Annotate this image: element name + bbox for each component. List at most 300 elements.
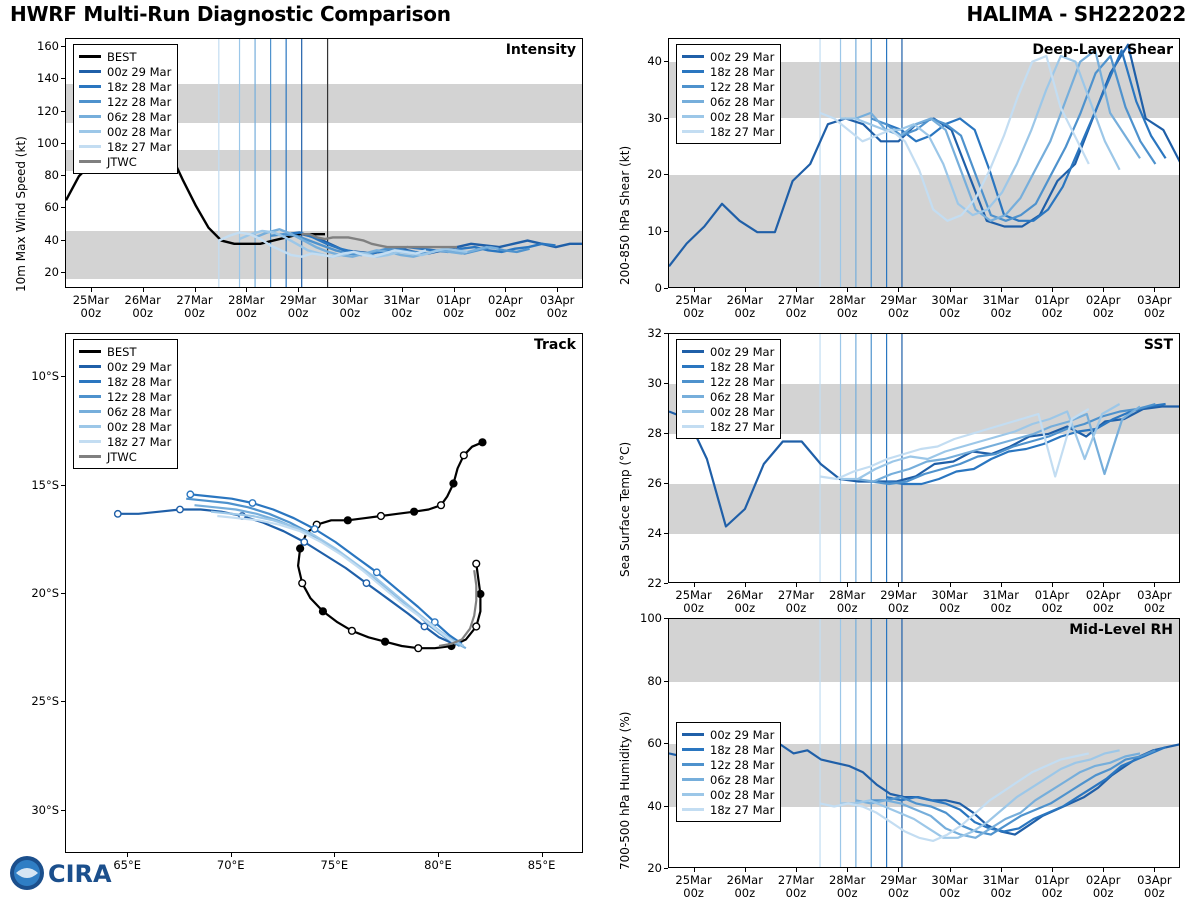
legend-swatch [79,130,101,133]
axis-tick-label: 100 [37,135,59,150]
axis-tick-mark [664,533,668,534]
axis-tick-label: 10 [647,224,662,239]
axis-tick-label: 32 [647,326,662,340]
track-marker [473,560,480,567]
axis-tick-mark [61,111,65,112]
legend-swatch [682,763,704,766]
axis-tick-label: 01Apr 00z [1034,873,1070,900]
axis-tick-mark [61,701,65,702]
legend-swatch [79,85,101,88]
axis-tick-label: 120 [37,103,59,118]
axis-tick-label: 30Mar 00z [931,293,968,320]
track-marker [450,480,457,487]
legend-swatch [79,455,101,458]
axis-tick-label: 40 [647,53,662,68]
axis-tick-mark [745,288,746,292]
shear-title: Deep-Layer Shear [1032,42,1173,58]
legend-item [682,727,774,742]
axis-tick-label: 10°S [31,369,59,384]
axis-tick-mark [664,174,668,175]
axis-tick-label: 20°S [31,586,59,600]
track-marker [344,517,351,524]
axis-tick-label: 65°E [113,858,141,872]
intensity-panel [0,30,595,320]
axis-tick-mark [246,288,247,292]
legend-swatch [682,130,704,133]
axis-tick-label: 29Mar 00z [880,293,917,320]
track-marker [311,526,317,532]
axis-tick-mark [664,618,668,619]
axis-tick-label: 0 [654,281,662,295]
legend-label: 18z 28 Mar [710,64,775,79]
legend-item [682,404,774,419]
axis-tick-label: 27Mar 00z [176,293,213,320]
axis-tick-label: 30Mar 00z [931,873,968,900]
legend-item [79,449,171,464]
axis-tick-label: 27Mar 00z [777,588,815,615]
legend-item [682,109,774,124]
legend-swatch [79,395,101,398]
legend-label: 18z 27 Mar [107,139,172,154]
page-title: HWRF Multi-Run Diagnostic Comparison [10,2,451,26]
axis-tick-mark [796,583,797,587]
axis-tick-mark [505,288,506,292]
axis-tick-mark [898,868,899,872]
axis-tick-label: 26 [647,476,662,490]
axis-tick-label: 29Mar 00z [880,873,917,900]
track-marker [411,508,418,515]
axis-tick-mark [664,583,668,584]
axis-tick-mark [1103,583,1104,587]
axis-tick-label: 70°E [216,858,245,872]
axis-tick-mark [61,240,65,241]
legend-label: JTWC [107,449,137,464]
axis-tick-label: 31Mar 00z [982,293,1019,320]
axis-tick-mark [1001,868,1002,872]
axis-tick-label: 80°E [424,858,452,872]
axis-tick-mark [1103,288,1104,292]
cira-logo [8,852,116,894]
legend-item [682,787,774,802]
legend-swatch [682,365,704,368]
axis-tick-label: 60 [44,200,59,215]
axis-tick-mark [61,376,65,377]
axis-tick-mark [950,868,951,872]
axis-tick-mark [664,681,668,682]
axis-tick-label: 25Mar 00z [675,588,712,615]
legend-swatch [79,425,101,428]
sst-ylabel: Sea Surface Temp (°C) [618,441,632,577]
legend-item [682,772,774,787]
axis-tick-label: 20 [647,861,662,875]
axis-tick-label: 80 [647,673,662,688]
legend-label: 00z 29 Mar [710,727,775,742]
axis-tick-mark [298,288,299,292]
shear-ylabel: 200-850 hPa Shear (kt) [618,145,632,285]
track-marker [382,638,389,645]
track-marker [297,545,304,552]
axis-tick-label: 02Apr 00z [488,293,523,320]
track-marker [473,623,480,630]
legend-item [682,49,774,64]
axis-tick-mark [1154,583,1155,587]
legend-item [682,419,774,434]
legend-swatch [682,380,704,383]
legend-swatch [682,425,704,428]
axis-tick-mark [1052,583,1053,587]
legend-swatch [79,380,101,383]
legend-label: 06z 28 Mar [710,389,775,404]
legend-item [682,79,774,94]
axis-tick-mark [664,333,668,334]
axis-tick-label: 02Apr 00z [1085,293,1121,320]
axis-tick-label: 30Mar 00z [931,588,968,615]
axis-tick-mark [127,853,128,857]
storm-id-title: HALIMA - SH222022 [966,2,1186,26]
rh-panel [600,610,1200,900]
axis-tick-label: 80 [44,168,59,183]
axis-tick-mark [664,743,668,744]
axis-tick-label: 20 [647,167,662,182]
axis-tick-mark [1052,868,1053,872]
legend-label: BEST [107,49,137,64]
axis-tick-mark [61,272,65,273]
legend-swatch [79,115,101,118]
legend-item [682,757,774,772]
axis-tick-label: 03Apr 00z [1137,588,1172,615]
axis-tick-label: 26Mar 00z [726,588,763,615]
axis-tick-label: 31Mar 00z [383,293,420,320]
track-title: Track [534,337,576,353]
legend-swatch [682,70,704,73]
track-marker [460,452,467,459]
axis-tick-mark [664,231,668,232]
legend-item [79,154,171,169]
legend-label: 00z 29 Mar [710,49,775,64]
axis-tick-mark [334,853,335,857]
legend-label: 00z 28 Mar [107,419,172,434]
axis-tick-label: 26Mar 00z [726,293,763,320]
track-marker [320,608,327,615]
series-line-12z-28-Mar [871,750,1155,834]
legend-swatch [79,410,101,413]
track-marker [187,491,193,497]
track-line-12z-28-Mar [186,499,460,646]
legend-item [682,64,774,79]
legend-swatch [79,55,101,58]
axis-tick-mark [694,583,695,587]
axis-tick-mark [950,583,951,587]
legend-item [79,94,171,109]
track-marker [479,439,486,446]
legend-item [79,359,171,374]
axis-tick-mark [664,433,668,434]
axis-tick-mark [796,868,797,872]
legend-item [682,124,774,139]
legend-item [682,94,774,109]
axis-tick-label: 03Apr 00z [539,293,575,320]
axis-tick-label: 28 [647,426,662,440]
legend-swatch [682,733,704,736]
axis-tick-label: 03Apr 00z [1137,293,1172,320]
axis-tick-mark [847,583,848,587]
legend-label: 12z 28 Mar [107,389,172,404]
legend-item [682,389,774,404]
axis-tick-label: 02Apr 00z [1085,588,1121,615]
axis-tick-label: 02Apr 00z [1085,873,1121,900]
axis-tick-mark [438,853,439,857]
legend-label: 12z 28 Mar [710,374,775,389]
axis-tick-mark [664,483,668,484]
axis-tick-label: 26Mar 00z [726,873,763,900]
axis-tick-mark [143,288,144,292]
legend-label: 00z 28 Mar [710,404,775,419]
axis-tick-mark [664,288,668,289]
legend-swatch [682,410,704,413]
track-line-00z-29-Mar [118,510,454,644]
legend-swatch [682,55,704,58]
legend-label: 00z 29 Mar [107,359,172,374]
track-marker [301,539,307,545]
axis-tick-label: 100 [640,611,662,625]
axis-tick-mark [745,868,746,872]
legend-label: 18z 28 Mar [710,742,775,757]
legend-label: 06z 28 Mar [710,94,775,109]
intensity-legend [73,44,178,174]
shear-legend [676,44,781,144]
legend-label: 00z 28 Mar [710,109,775,124]
axis-tick-label: 60 [647,736,662,750]
legend-label: 12z 28 Mar [710,79,775,94]
legend-label: 00z 29 Mar [107,64,172,79]
axis-tick-label: 75°E [320,858,349,872]
axis-tick-mark [454,288,455,292]
axis-tick-mark [1154,868,1155,872]
legend-swatch [682,85,704,88]
sst-legend [676,339,781,439]
axis-tick-label: 140 [37,71,59,86]
legend-swatch [682,395,704,398]
axis-tick-label: 85°E [527,858,556,872]
axis-tick-mark [664,806,668,807]
axis-tick-label: 15°S [31,477,59,492]
track-marker [378,513,385,520]
legend-swatch [682,350,704,353]
axis-tick-label: 01Apr 00z [1034,293,1070,320]
legend-label: 18z 27 Mar [710,419,775,434]
legend-swatch [682,778,704,781]
legend-swatch [79,350,101,353]
legend-label: 12z 28 Mar [710,757,775,772]
legend-item [79,64,171,79]
axis-tick-mark [61,78,65,79]
axis-tick-label: 26Mar 00z [124,293,161,320]
axis-tick-label: 27Mar 00z [777,293,815,320]
legend-label: 18z 27 Mar [710,124,775,139]
legend-item [682,802,774,817]
axis-tick-label: 30°S [31,802,59,817]
legend-swatch [79,440,101,443]
axis-tick-mark [898,288,899,292]
track-marker [438,502,445,509]
rh-title: Mid-Level RH [1069,622,1173,638]
legend-item [79,109,171,124]
axis-tick-mark [1103,868,1104,872]
axis-tick-mark [402,288,403,292]
axis-tick-mark [61,593,65,594]
legend-item [79,389,171,404]
legend-swatch [682,100,704,103]
legend-swatch [79,70,101,73]
legend-item [79,419,171,434]
legend-label: 12z 28 Mar [107,94,172,109]
rh-legend [676,722,781,822]
axis-tick-label: 28Mar 00z [829,873,866,900]
intensity-title: Intensity [505,42,576,58]
sst-title: SST [1143,337,1173,353]
legend-swatch [79,365,101,368]
axis-tick-mark [1052,288,1053,292]
rh-ylabel: 700-500 hPa Humidity (%) [618,711,632,870]
axis-tick-label: 25Mar 00z [675,293,712,320]
axis-tick-mark [796,288,797,292]
legend-label: 18z 28 Mar [107,374,172,389]
legend-label: 18z 28 Mar [710,359,775,374]
shear-panel [600,30,1200,320]
axis-tick-mark [61,810,65,811]
svg-text:CIRA: CIRA [48,860,112,888]
series-line-18z-27-Mar [820,753,1089,841]
track-marker [415,645,422,652]
legend-label: JTWC [107,154,137,169]
axis-tick-label: 30 [647,376,662,390]
track-marker [299,580,306,587]
track-panel [0,325,595,870]
legend-item [79,79,171,94]
axis-tick-mark [950,288,951,292]
track-marker [349,627,356,634]
axis-tick-mark [898,583,899,587]
legend-item [79,344,171,359]
axis-tick-mark [61,485,65,486]
axis-tick-mark [61,207,65,208]
axis-tick-mark [745,583,746,587]
axis-tick-mark [61,175,65,176]
legend-item [682,344,774,359]
axis-tick-mark [694,288,695,292]
legend-swatch [79,160,101,163]
axis-tick-mark [664,61,668,62]
axis-tick-label: 28Mar 00z [228,293,265,320]
legend-label: 18z 27 Mar [710,802,775,817]
legend-label: 18z 28 Mar [107,79,172,94]
axis-tick-label: 03Apr 00z [1137,873,1172,900]
axis-tick-label: 28Mar 00z [829,293,866,320]
axis-tick-label: 25Mar 00z [72,293,110,320]
legend-label: 00z 28 Mar [710,787,775,802]
legend-item [682,742,774,757]
legend-label: 00z 29 Mar [710,344,775,359]
axis-tick-mark [61,46,65,47]
legend-label: 18z 27 Mar [107,434,172,449]
legend-label: 00z 28 Mar [107,124,172,139]
axis-tick-mark [847,288,848,292]
legend-label: 06z 28 Mar [710,772,775,787]
legend-label: BEST [107,344,137,359]
legend-swatch [682,793,704,796]
axis-tick-mark [61,143,65,144]
axis-tick-mark [1154,288,1155,292]
track-line-18z-27-Mar [217,516,455,644]
track-legend [73,339,178,469]
axis-tick-mark [350,288,351,292]
axis-tick-label: 30 [647,110,662,125]
legend-swatch [682,115,704,118]
sst-panel [600,325,1200,615]
axis-tick-label: 40 [647,798,662,813]
axis-tick-mark [231,853,232,857]
legend-item [682,359,774,374]
legend-swatch [682,808,704,811]
axis-tick-label: 31Mar 00z [982,588,1019,615]
legend-swatch [79,145,101,148]
header-bar [0,0,1200,30]
axis-tick-mark [1001,288,1002,292]
legend-item [79,434,171,449]
axis-tick-mark [557,288,558,292]
legend-item [79,374,171,389]
track-marker [249,500,255,506]
axis-tick-mark [664,383,668,384]
axis-tick-mark [664,118,668,119]
track-marker [115,511,121,517]
axis-tick-mark [694,868,695,872]
legend-label: 06z 28 Mar [107,109,172,124]
axis-tick-label: 27Mar 00z [777,873,815,900]
legend-item [79,124,171,139]
axis-tick-label: 25°S [31,694,59,709]
legend-swatch [79,100,101,103]
intensity-ylabel: 10m Max Wind Speed (kt) [14,136,28,292]
track-marker [374,569,380,575]
legend-swatch [682,748,704,751]
axis-tick-label: 28Mar 00z [829,588,866,615]
track-marker [363,580,369,586]
axis-tick-mark [91,288,92,292]
track-marker [177,506,183,512]
track-marker [477,591,484,598]
axis-tick-mark [195,288,196,292]
axis-tick-mark [847,868,848,872]
axis-tick-mark [1001,583,1002,587]
axis-tick-label: 30Mar 00z [331,293,369,320]
axis-tick-label: 01Apr 00z [436,293,471,320]
axis-tick-label: 29Mar 00z [880,588,917,615]
axis-tick-label: 01Apr 00z [1034,588,1070,615]
legend-label: 06z 28 Mar [107,404,172,419]
legend-item [682,374,774,389]
axis-tick-label: 31Mar 00z [982,873,1019,900]
legend-item [79,139,171,154]
axis-tick-label: 40 [44,232,59,247]
axis-tick-label: 24 [647,526,662,540]
axis-tick-label: 20 [44,264,59,279]
axis-tick-label: 25Mar 00z [675,873,712,900]
axis-tick-mark [542,853,543,857]
axis-tick-label: 29Mar 00z [279,293,317,320]
legend-item [79,404,171,419]
axis-tick-label: 160 [37,39,59,54]
